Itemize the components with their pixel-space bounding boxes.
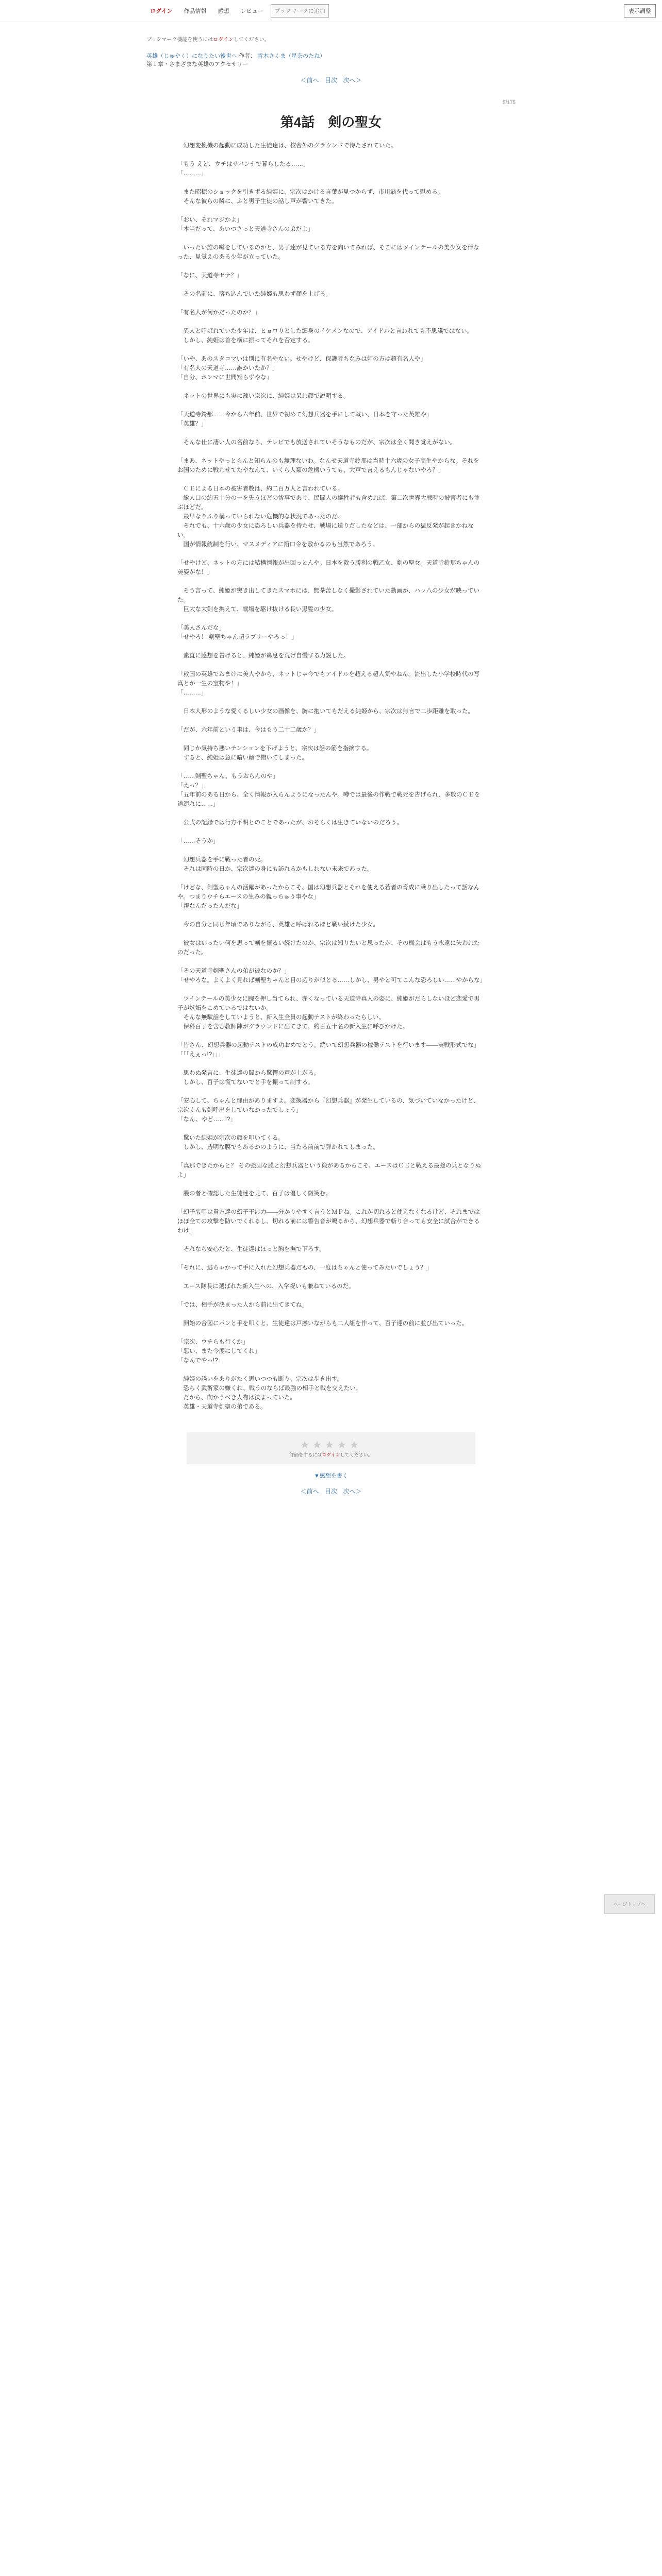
body-line: 「それに、逃ちゃかって手に入れた幻想兵器だもの、一度はちゃんと使ってみたいでしょう？」	[177, 1265, 433, 1271]
body-line: 「安心して、ちゃんと理由がありますよ。変換器から『幻想兵器』が発生しているの、気づいていなかったけど、宗次くんも剣呼出をしていなかったでしょう」	[177, 1098, 479, 1113]
body-blank-line	[177, 846, 485, 855]
body-line: 「けどな、剣聖ちゃんの活躍があったからこそ、国は幻想兵器とそれを使える若者の育成に乗り出したって話なんや。つまりウチらエースの生みの親っちゅう事やな」	[177, 885, 480, 900]
body-line: 日本人形のような愛くるしい少女の画像を、胸に抱いてもだえる純姫から、宗次は無言で二歩距離を取った。	[177, 708, 474, 715]
body-line: 「せやろ！ 剣聖ちゃん超ラブリーやろっ！」	[177, 634, 297, 640]
body-line: 幻想兵器を手に戦った者の死。	[177, 857, 267, 863]
next-link[interactable]: 次へ＞	[343, 77, 362, 84]
body-blank-line	[177, 698, 485, 707]
body-blank-line	[177, 1152, 485, 1161]
body-line: 「……そうか」	[177, 838, 219, 844]
display-settings-button[interactable]: 表示調整	[624, 4, 656, 18]
body-line: 「真那できたからと？ その強固な膜と幻想兵器という鍛があるからこそ、エースはＣＥと戦える最強の兵となりぬよ」	[177, 1163, 481, 1178]
body-blank-line	[177, 1254, 485, 1263]
body-line: 開始の合図にパンと手を叩くと、生徒達は戸惑いながらも二人組を作って、百子達の前に並び出ていった。	[177, 1320, 468, 1327]
body-line: 「なん、やど……!?」	[177, 1116, 236, 1123]
author-link[interactable]: 青木さくま（星奈のたね）	[257, 53, 326, 59]
body-blank-line	[177, 577, 485, 586]
page-top-button[interactable]: ページトップへ	[604, 1894, 655, 1914]
body-line: 「だが、六年前という事は、今はもう二十二歳か？」	[177, 727, 320, 733]
body-line: 「救国の英雄でおまけに美人やから、ネットじゃ今でもアイドルを超える超人気やねん。流出した小学校時代の写真とか一生の宝物や！」	[177, 671, 480, 687]
body-line: すると、純姫は急に暗い顔で俯いてしまった。	[177, 755, 308, 761]
body-line: 「自分、ホンマに世間知らずやな」	[177, 375, 272, 381]
body-line: 最早なりふり構っていられない危機的な状況であったのだ。	[177, 514, 343, 520]
body-line: エース隊長に選ばれた新入生への、入学祝いも兼ねているのだ。	[177, 1283, 355, 1290]
body-line: 膜の者と確認した生徒達を見て、百子は優しく微笑む。	[177, 1191, 332, 1197]
body-blank-line	[177, 1124, 485, 1133]
body-blank-line	[177, 1059, 485, 1069]
author-label: 作者：	[239, 53, 256, 59]
body-blank-line	[177, 206, 485, 215]
body-blank-line	[177, 178, 485, 188]
body-blank-line	[177, 299, 485, 308]
top-nav	[146, 4, 329, 18]
body-blank-line	[177, 614, 485, 623]
body-line: 「せやろな。よくよく見れば剣聖ちゃんと目の辺りが似とる……しかし、男やと可てこんな恐ろしい……やからな」	[177, 977, 486, 984]
body-blank-line	[177, 447, 485, 456]
body-line: 「えっ？」	[177, 783, 207, 789]
body-blank-line	[177, 809, 485, 818]
pager-bottom	[146, 1487, 516, 1496]
toc-link-bottom[interactable]: 目次	[324, 1488, 337, 1495]
body-blank-line	[177, 280, 485, 290]
next-link-bottom[interactable]: 次へ＞	[343, 1488, 362, 1495]
body-blank-line	[177, 429, 485, 438]
body-line: 恐らく武術家の嫌くれ、戦うのならば最強の相手と戦を交えたい。	[177, 1385, 362, 1392]
body-blank-line	[177, 1031, 485, 1041]
body-line: しかし、透明な膜でもあるかのように、当たる前前で弾かれてしまった。	[177, 1144, 379, 1150]
body-line: 純姫の誘いをありがたく思いつつも断り、宗次は歩き出す。	[177, 1376, 343, 1382]
body-line: 彼女はいったい何を思って剣を振るい続けたのか、宗次は知りたいと思ったが、その機会はもう永遠に失われたのだった。	[177, 940, 480, 956]
story-header	[146, 52, 516, 69]
page-number: 5/175	[502, 100, 516, 106]
body-blank-line	[177, 382, 485, 392]
body-line: 「天道寺鈴那……今から六年前、世界で初めて幻想兵器を手にして戦い、日本を守った英雄や」	[177, 412, 433, 418]
body-line: 「おい、それマジかよ」	[177, 217, 243, 223]
body-line: ＣＥによる日本の被害者数は、約二百万人と言われている。	[177, 486, 343, 492]
body-line: 「有名人が何かだったのか？」	[177, 310, 260, 316]
body-line: 「悪い、また今度にしてくれ」	[177, 1348, 260, 1354]
body-line: 公式の記録では行方不明とのことであったが、おそらくは生きていないのだろう。	[177, 820, 403, 826]
body-line: 「………」	[177, 690, 207, 696]
works-link[interactable]: 作品情報	[184, 8, 207, 14]
body-line: 「もう えと、ウチはサバンナで暮らしたる……」	[177, 161, 309, 167]
body-line: ネットの世界にも実に疎い宗次に、純姫は呆れ顔で説明する。	[177, 393, 350, 399]
body-line: 「宗次、ウチらも行くか」	[177, 1339, 249, 1345]
body-line: 「………」	[177, 171, 207, 177]
body-blank-line	[177, 345, 485, 354]
body-line: 素直に感想を告げると、純姫が鼻息を荒げ自慢する力説した。	[177, 653, 350, 659]
body-line: 思わぬ発言に、生徒達の間から驚愕の声が上がる。	[177, 1070, 320, 1076]
body-line: 「有名人の天道寺……誰かいたか？」	[177, 365, 278, 371]
body-blank-line	[177, 1328, 485, 1337]
section-title: 第１章・さまざまな英雄のアクセサリー	[146, 61, 249, 67]
body-blank-line	[177, 735, 485, 744]
body-blank-line	[177, 1087, 485, 1096]
body-blank-line	[177, 262, 485, 271]
body-line: そんな仕に凄い人の名前なら、テレビでも放送されていそうなものだが、宗次は全く聞き覚えがない。	[177, 439, 456, 446]
body-blank-line	[177, 317, 485, 327]
body-line: 「いや、あのスタコマいは別に有名やない。せやけど、保護者ちなみは姉の方は超有名人や」	[177, 356, 426, 362]
body-line: しかし、百子は慌てないでと手を振って制する。	[177, 1079, 314, 1086]
body-blank-line	[177, 985, 485, 994]
toc-link[interactable]: 目次	[324, 77, 337, 84]
story-title-link[interactable]: 英雄（じゅやく）になりたい後世へ	[146, 53, 237, 59]
bookmark-add-button[interactable]: ブックマークに追加	[271, 4, 328, 18]
body-blank-line	[177, 1180, 485, 1189]
novel-body	[177, 141, 485, 1412]
body-line: それなら安心だと、生徒達はほっと胸を撫で下ろす。	[177, 1246, 325, 1252]
body-blank-line	[177, 475, 485, 484]
body-line: また昭穂のショックを引きずる純姫に、宗次はかける言葉が見つからず、市川翁を代って慰める。	[177, 189, 444, 195]
body-blank-line	[177, 1365, 485, 1375]
body-line: 英雄・天道寺剣聖の弟である。	[177, 1404, 267, 1410]
body-blank-line	[177, 1198, 485, 1208]
body-blank-line	[177, 957, 485, 967]
prev-link[interactable]: ＜前へ	[300, 77, 319, 84]
note-login-link[interactable]: ログイン	[213, 37, 234, 43]
body-blank-line	[177, 1273, 485, 1282]
body-line: その名前に、落ち込んでいた純姫も思わず顔を上げる。	[177, 291, 332, 297]
body-blank-line	[177, 660, 485, 670]
body-line: 巨大な大剣を携えて、戦場を駆け抜ける長い黒髪の少女。	[177, 606, 338, 613]
body-line: 今の自分と同じ年頃でありながら、英雄と呼ばれるほど戦い続けた少女。	[177, 922, 379, 928]
body-blank-line	[177, 1310, 485, 1319]
body-line: 総人口の約五十分の一を失うほどの惨事であり、民間人の犠牲者も含めれば、第二次世界大戦時の被害者にも並ぶほどだ。	[177, 495, 480, 511]
body-line: 「皆さん、幻想兵器の起動テストの成功おめでとう。続いて幻想兵器の稼働テストを行います——実戦形式でな」	[177, 1042, 480, 1048]
body-line: それは同時の日か、宗次達の身にも訪れるかもしれない未来であった。	[177, 866, 373, 872]
body-line: 異人と呼ばれていた少年は、ヒョロりとした細身のイケメンなので、アイドルと言われても不思議ではない。	[177, 328, 473, 334]
body-line: 「せやけど、ネットの方には結構情報が出回っとんや。日本を救う勝利の戦乙女、剣の聖女。天道寺鈴那ちゃんの美姿がな！」	[177, 560, 480, 575]
body-line: 「……剣聖ちゃん、もうおらんのや」	[177, 773, 279, 779]
body-line: 保科百子を含む教師陣がグラウンドに出てきて、約百五十名の新入生に呼びかけた。	[177, 1024, 409, 1030]
body-line: 「その天道寺剣聖さんの弟が彼なのか？」	[177, 968, 290, 974]
reviews-link[interactable]: レビュー	[240, 8, 263, 14]
body-blank-line	[177, 827, 485, 837]
body-line: 「五年前のある日から、全く情報が入らんようになったんや。噂では最後の作戦で戦死を告げられ、多数のＣＥを道連れに……」	[177, 792, 480, 807]
body-line: そう言って、純姫が突き出してきたスマホには、無茶苦しなく撮影されていた動画が、ハッ八の少女が映っていた。	[177, 588, 480, 603]
body-blank-line	[177, 911, 485, 920]
write-impression-link[interactable]: ▼感想を書く	[314, 1473, 348, 1479]
body-blank-line	[177, 929, 485, 939]
top-bar	[0, 0, 662, 22]
login-link[interactable]: ログイン	[150, 8, 173, 14]
body-line: そんな無駄話をしていようと、新入生全員の起動テストが終わったらしい。	[177, 1014, 385, 1021]
body-line: 「英雄？」	[177, 421, 207, 427]
body-line: いったい誰の噂をしているのかと、男子達が見ている方を向いてみれば、そこにはツインテールの美少女を伴なった、見覚えのある少年が立っていた。	[177, 245, 479, 260]
body-line: 「幻子装甲は貴方達の幻子干渉力——分かりやすく言うとＭＰね。これが切れると使えなくなるけど、それまではほぼ全ての攻撃を防いでくれるし、切れる前には警告音が鳴るから、幻想兵器で斬り合っても安全に試合ができるわけ」	[177, 1209, 480, 1234]
rating-login-note: 評価をするにはログインしてください。	[289, 1452, 373, 1458]
impressions-link[interactable]: 感想	[218, 8, 229, 14]
body-line: 「本当だって、あいつさっと天道寺さんの弟だよ」	[177, 226, 314, 232]
body-line: それでも、十六歳の少女に恐ろしい兵器を持たせ、戦場に送りだしたなどは、一部からの猛反発が起きかねない。	[177, 523, 474, 538]
body-blank-line	[177, 234, 485, 243]
pager-top	[146, 76, 516, 84]
bookmark-login-note: ブックマーク機能を使うにはログインしてください。	[146, 37, 270, 43]
rating-box	[187, 1432, 475, 1464]
body-blank-line	[177, 1291, 485, 1300]
chapter-title: 第4話 剣の聖女	[280, 114, 382, 130]
body-line: ツインテールの美少女に腕を押し当てられ、赤くなっている天道寺真人の姿に、純姫がだらしないほど恋愛で男子が嫉妬をこめているではないか。	[177, 996, 480, 1011]
body-line: 「では、相手が決まった人から前に出てきてね」	[177, 1302, 308, 1308]
body-line: 同じか気持ち悪いテンションを下げようと、宗次は話の筋を指摘する。	[177, 745, 373, 752]
body-line: 幻想変換機の起動に成功した生徒達は、校舎外のグラウンドで待たされていた。	[177, 143, 397, 149]
body-blank-line	[177, 150, 485, 160]
body-blank-line	[177, 642, 485, 651]
body-blank-line	[177, 401, 485, 410]
prev-link-bottom[interactable]: ＜前へ	[300, 1488, 319, 1495]
body-line: 「まあ、ネットやっとらんと知らんのも無理ないわ。なんせ天道寺鈴那は当時十六歳の女子高生やからな。それをお国のために戦わせてたやなんて、いくら人類の危機いうても、大声で言えるもんじゃないやろ？」	[177, 458, 479, 473]
body-line: 驚いた純姫が宗次の顔を叩いてくる。	[177, 1135, 284, 1141]
body-line: 「なに、天道寺セナ？」	[177, 273, 243, 279]
body-line: 「「「えぇっ!?」」」	[177, 1052, 224, 1058]
body-blank-line	[177, 762, 485, 772]
body-line: そんな彼らの隣に、ふと男子生徒の話し声が響いてきた。	[177, 198, 338, 205]
rating-login-link[interactable]: ログイン	[322, 1452, 340, 1458]
body-blank-line	[177, 549, 485, 558]
rating-stars[interactable]: ★★★★★	[300, 1439, 362, 1451]
body-line: 「なんでやっ!?」	[177, 1358, 224, 1364]
body-line: 「美人さんだな」	[177, 625, 225, 631]
body-line: しかし、純姫は首を横に振ってそれを否定する。	[177, 337, 314, 344]
main-content	[146, 22, 516, 1496]
body-blank-line	[177, 1235, 485, 1245]
body-line: 国が情報統制を行い、マスメディアに箝口令を敷かるのも当然であろう。	[177, 541, 379, 548]
body-blank-line	[177, 874, 485, 883]
body-blank-line	[177, 716, 485, 725]
body-line: 「親なんだったんだな」	[177, 903, 243, 909]
body-line: だから、向かうべき人物は決まっていた。	[177, 1395, 296, 1401]
